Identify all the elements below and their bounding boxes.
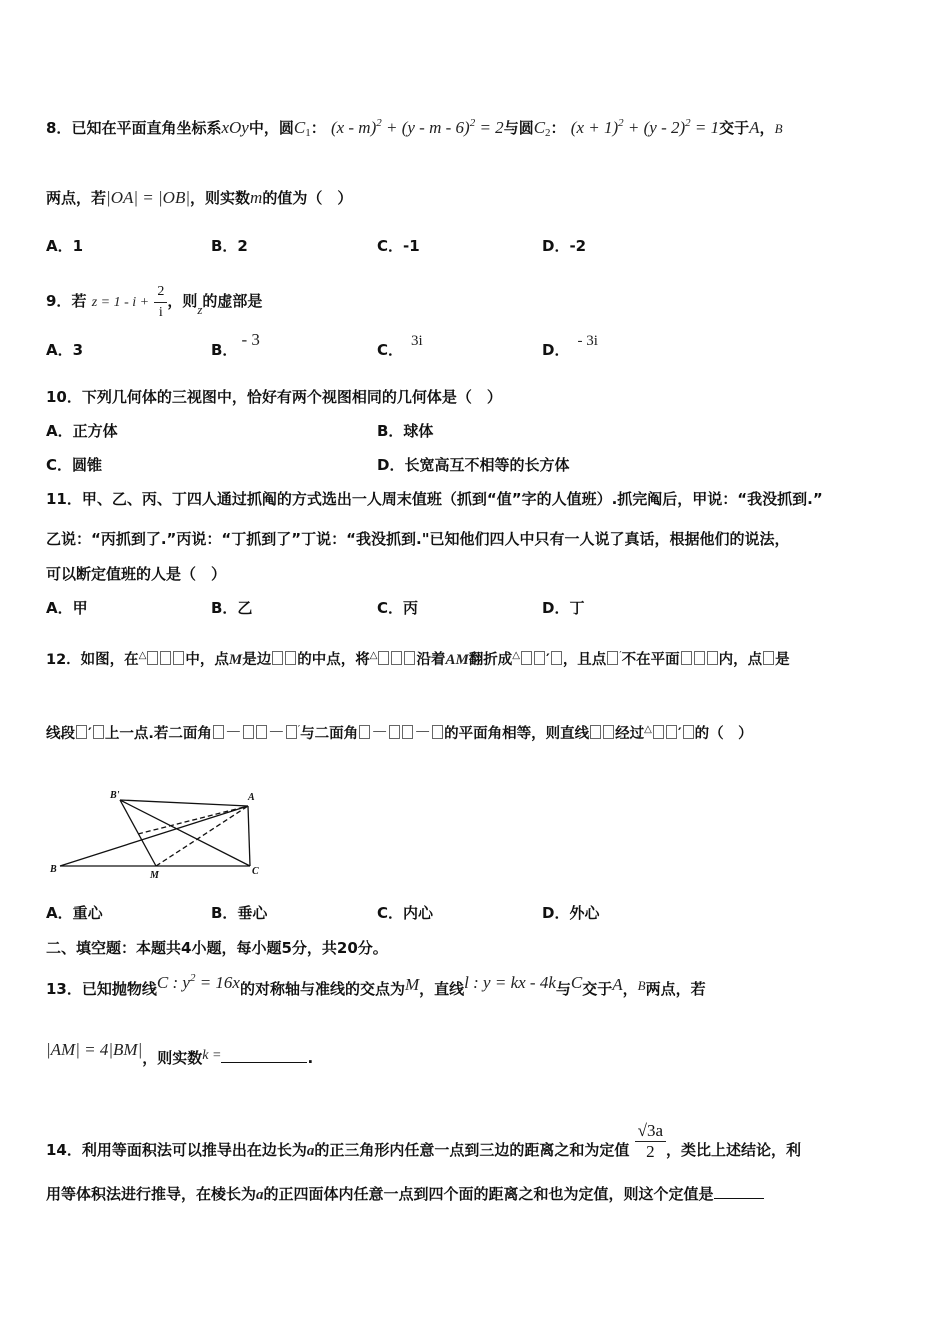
q11-line3: 可以断定值班的人是（ ） [46,565,227,583]
q10-option-b[interactable]: B．球体 [377,422,434,440]
abs-oa-ob: |OA| = |OB| [106,188,191,207]
edge-p-a-dashed [138,806,248,834]
q14-fraction: $\frac{√3a}{2}$ [635,1121,666,1162]
edge-a-c [248,806,250,866]
q12-option-d[interactable]: D．外心 [542,904,600,922]
q13-line1: 13．已知抛物线C : $y^2 = 16x$的对称轴与准线的交点为M，直线l : y = kx - 4k与C交于A，B两点，若 [46,972,706,998]
q8-option-d[interactable]: D．-2 [542,237,587,255]
label-b: B [50,864,57,875]
q10-stem: 10．下列几何体的三视图中，恰好有两个视图相同的几何体是（ ） [46,388,502,406]
circle2-equation: $(x + 1)^2 + (y - 2)^2 = 1$ [570,117,720,137]
q11-option-c[interactable]: C．丙 [377,599,419,617]
q8-option-a[interactable]: A．1 [46,237,84,255]
q10-option-a[interactable]: A．正方体 [46,422,118,440]
answer-blank-14[interactable] [714,1184,764,1199]
q14-line2: 用等体积法进行推导，在棱长为a的正四面体内任意一点到四个面的距离之和也为定值，则这个定值是 [46,1184,764,1205]
q12-option-a[interactable]: A．重心 [46,904,103,922]
q14-line1: 14．利用等面积法可以推导出在边长为a的正三角形内任意一点到三边的距离之和为定值 $\frac{√3a}{2}$ ，类比上述结论，利 [46,1121,802,1161]
q12-option-c[interactable]: C．内心 [377,904,434,922]
q12-line2: 线段 ′ 上一点.若二面角 － － ′与二面角 － － 的平面角相等，则直线 经过△ ′ 的（ ） [46,723,753,742]
circle1-equation: (x - m)$^2$ + (y - m - 6)$^2$ = 2 [330,117,504,137]
edge-b-a [60,806,248,866]
q10-option-d[interactable]: D．长宽高互不相等的长方体 [377,456,570,474]
q8-line1: 8．已知在平面直角坐标系xOy中，圆$C_1$： (x - m)$^2$ + (y - m - 6)$^2$ = 2与圆$C_2$： $(x + 1)^2 + (y - 2)^2 = 1$交于A，B [46,117,783,139]
line-equation: l : y = kx - 4k [464,973,556,992]
parabola-equation: C : $y^2 = 16x$ [156,972,240,992]
edge-m-a-dashed [156,806,248,866]
label-b-prime: B' [110,790,120,801]
q9-option-b[interactable]: B．- 3 [211,330,260,359]
abs-am-bm: |AM| = 4|BM| [46,1040,143,1059]
q10-option-c[interactable]: C．圆锥 [46,456,103,474]
q9-option-d[interactable]: D． - 3i [542,333,598,359]
answer-blank-13[interactable] [221,1048,307,1063]
q9-option-a[interactable]: A．3 [46,341,84,359]
q11-line2: 乙说：“丙抓到了.”丙说：“丁抓到了”丁说：“我没抓到."已知他们四人中只有一人说了真话，根据他们的说法， [46,530,790,548]
q9-option-c[interactable]: C． 3i [377,333,423,359]
sqrt3a: √3a [637,1121,664,1140]
q11-option-a[interactable]: A．甲 [46,599,88,617]
edge-b1-a [120,800,248,806]
q11-line1: 11．甲、乙、丙、丁四人通过抓阄的方式选出一人周末值班（抓到“值”字的人值班）.抓完阄后，甲说：“我没抓到.” [46,490,823,508]
q12-option-b[interactable]: B．垂心 [211,904,268,922]
q13-line2: |AM| = 4|BM|，则实数k = . [46,1040,314,1067]
section-2-heading: 二、填空题：本题共4小题，每小题5分，共20分。 [46,939,388,957]
q9-fraction: $\frac{2}{i}$ [154,282,167,323]
q12-figure [40,786,280,886]
q11-option-b[interactable]: B．乙 [211,599,253,617]
q12-line1: 12．如图，在△ 中，点M是边 的中点，将△ 沿着AM翻折成△ ′ ，且点 ′不在平面 内，点 是 [46,650,790,668]
q9-line: 9．若 z = 1 - i + $\frac{2}{i}$ ，则z的虚部是 [46,282,262,323]
q8-line2: 两点，若|OA| = |OB|，则实数m的值为（ ） [46,188,353,207]
label-m: M [150,870,159,881]
edge-b1-m [120,800,156,866]
label-a: A [248,792,255,803]
q11-option-d[interactable]: D．丁 [542,599,585,617]
q8-option-b[interactable]: B．2 [211,237,248,255]
q8-option-c[interactable]: C．-1 [377,237,420,255]
label-c: C [252,866,259,877]
